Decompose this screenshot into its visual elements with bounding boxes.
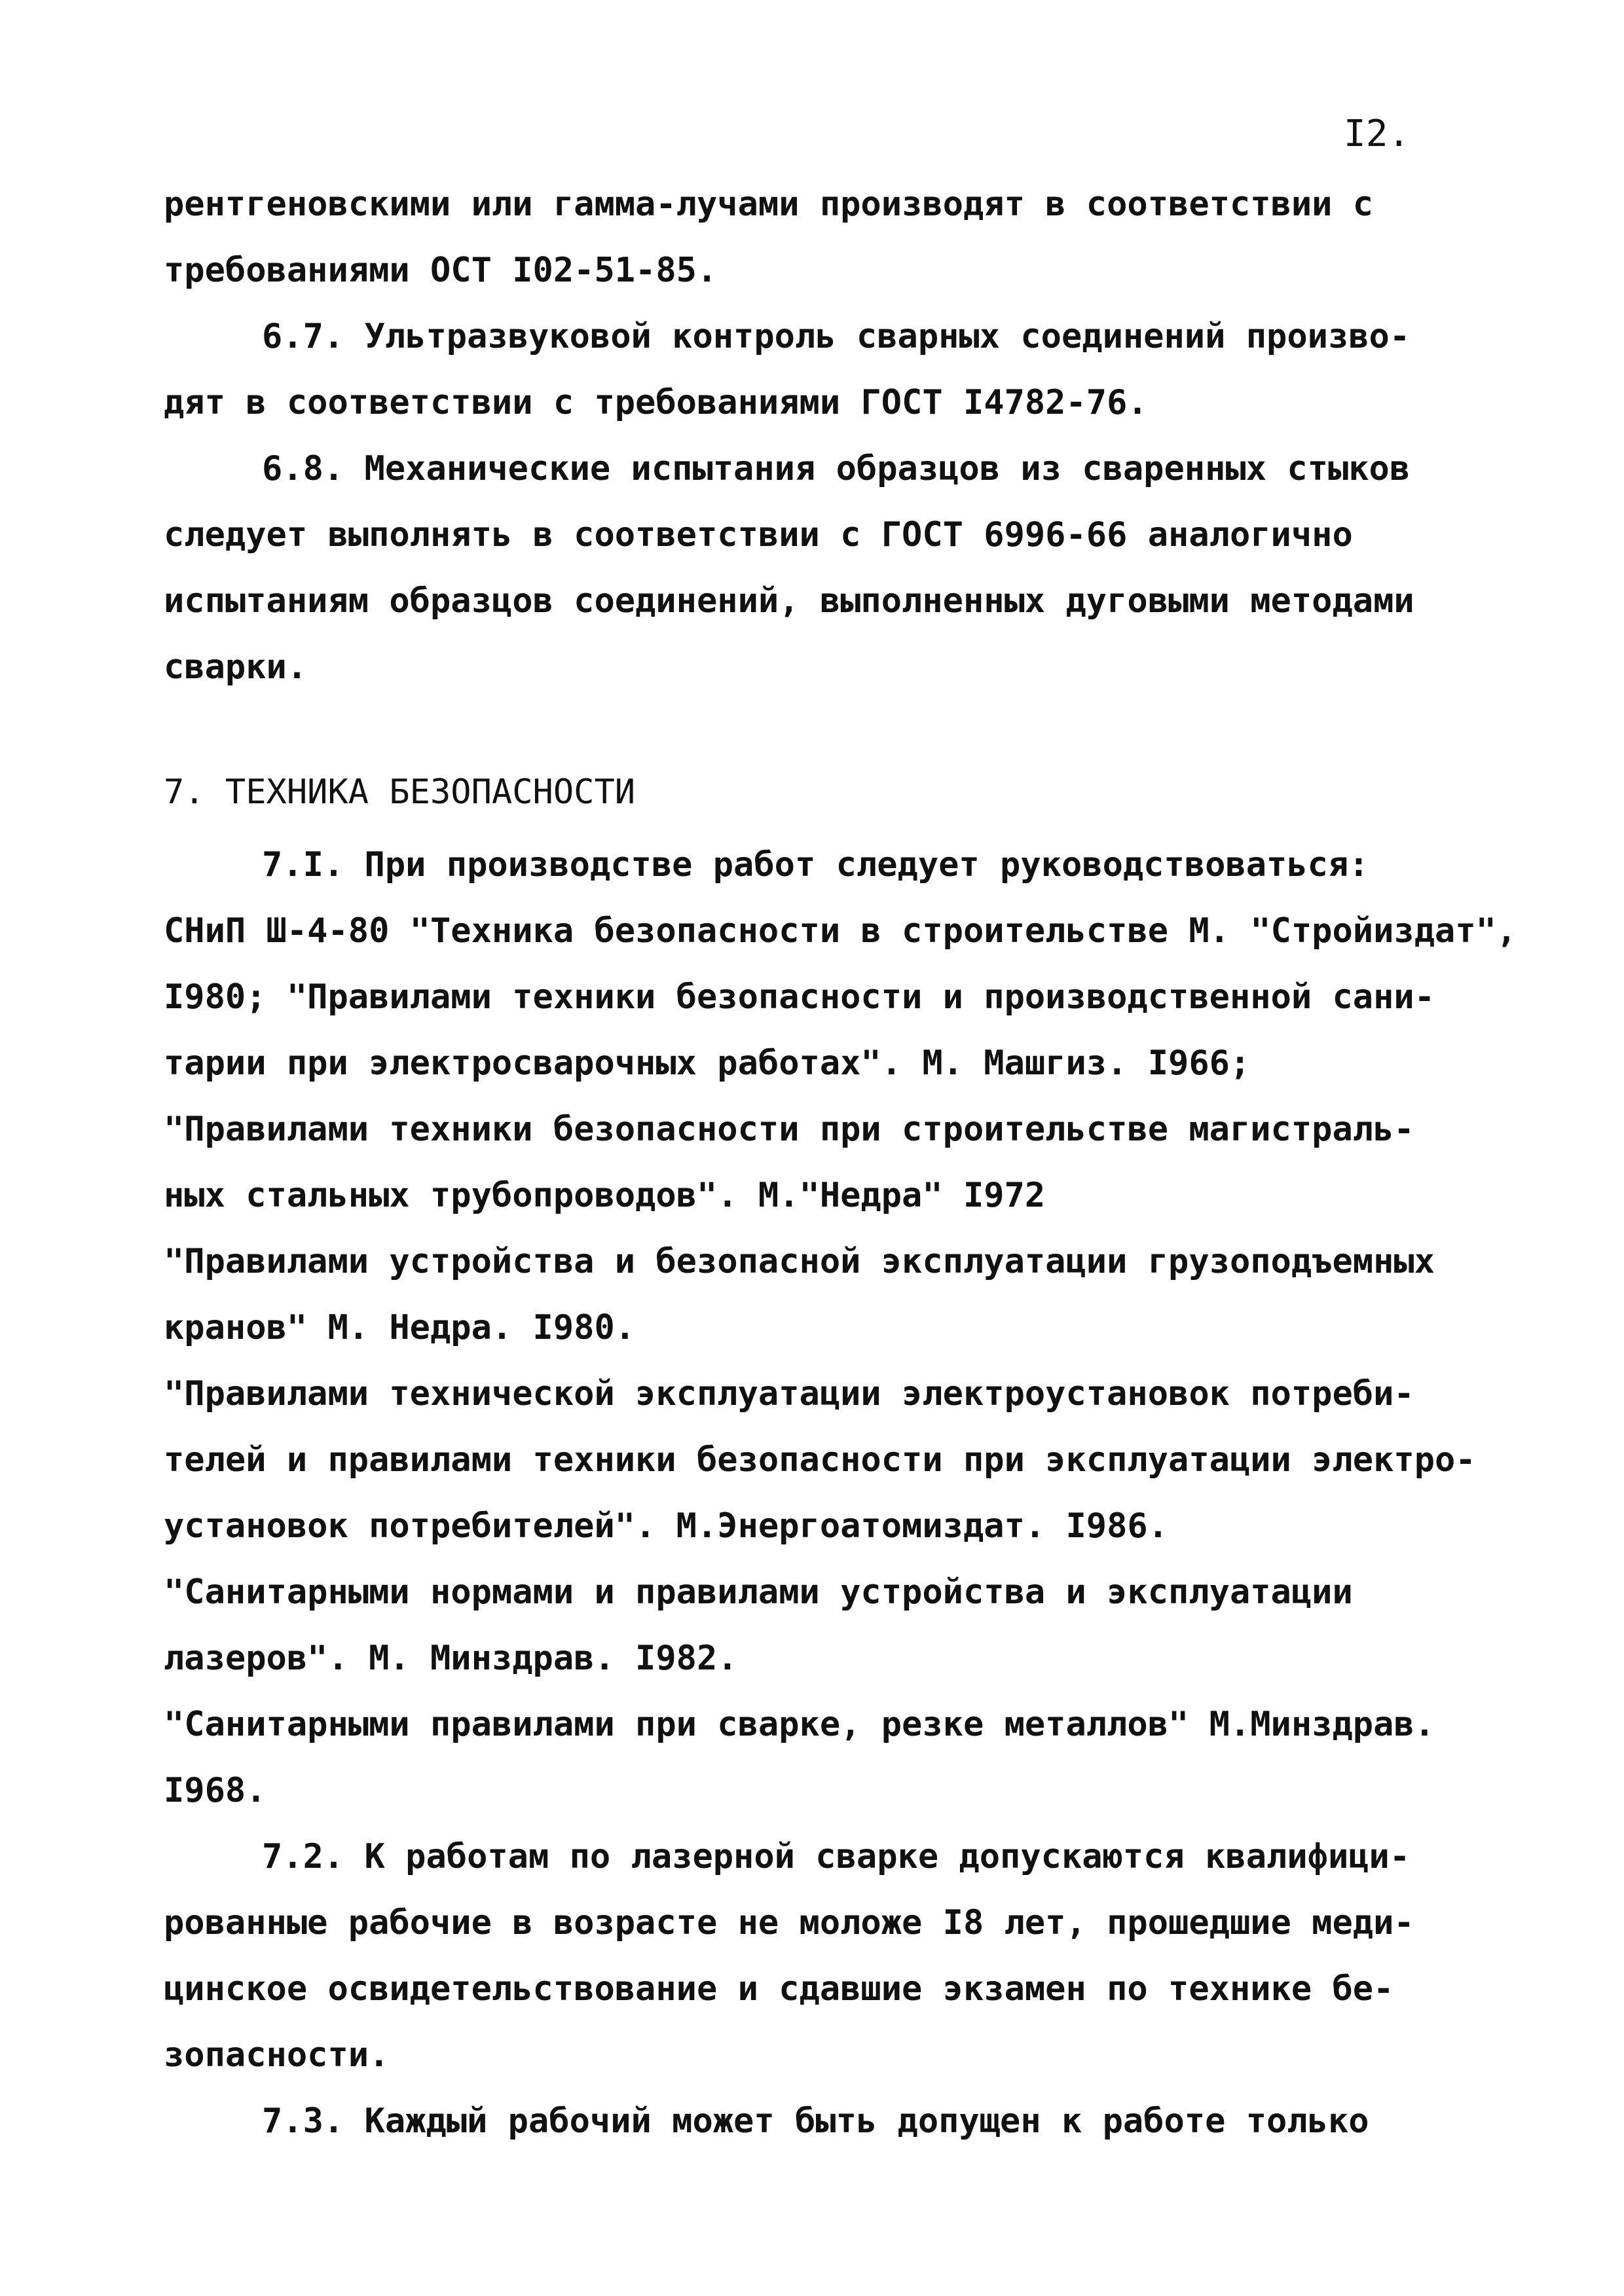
text-line: I980; "Правилами техники безопасности и производственной сани-: [164, 977, 1435, 1017]
document-body: [164, 172, 1532, 2155]
text-line: цинское освидетельствование и сдавшие экзамен по технике бе-: [164, 1969, 1394, 2009]
text-line: зопасности.: [164, 2035, 390, 2075]
text-line: "Санитарными правилами при сварке, резке металлов" М.Минздрав.: [164, 1705, 1435, 1744]
text-line: телей и правилами техники безопасности при эксплуатации электро-: [164, 1440, 1476, 1480]
text-line: установок потребителей". М.Энергоатомиздат. I986.: [164, 1506, 1169, 1546]
paragraph-6-8: 6.8. Механические испытания образцов из сваренных стыков: [262, 449, 1411, 488]
paragraph-7-3: 7.3. Каждый рабочий может быть допущен к работе только: [262, 2102, 1369, 2141]
text-line: СНиП Ш-4-80 "Техника безопасности в строительстве М. "Стройиздат",: [164, 911, 1517, 951]
text-line: кранов" М. Недра. I980.: [164, 1308, 636, 1347]
paragraph-6-7: 6.7. Ультразвуковой контроль сварных соединений произво-: [262, 317, 1411, 356]
text-line: испытаниям образцов соединений, выполненных дуговыми методами: [164, 581, 1414, 621]
text-line: "Правилами устройства и безопасной эксплуатации грузоподъемных: [164, 1242, 1435, 1281]
text-line: требованиями ОСТ I02-51-85.: [164, 251, 718, 290]
text-line: ных стальных трубопроводов". М."Недра" I972: [164, 1176, 1046, 1215]
text-line: I968.: [164, 1771, 267, 1810]
text-line: "Правилами технической эксплуатации электроустановок потреби-: [164, 1374, 1414, 1413]
text-line: следует выполнять в соответствии с ГОСТ 6996-66 аналогично: [164, 515, 1353, 555]
text-line: тарии при электросварочных работах". М. Машгиз. I966;: [164, 1044, 1251, 1083]
page-number: I2.: [1344, 113, 1411, 155]
text-line: сварки.: [164, 647, 308, 687]
paragraph-7-1: 7.I. При производстве работ следует руководствоваться:: [262, 845, 1369, 884]
section-gap: [164, 826, 1532, 832]
text-line: "Санитарными нормами и правилами устройства и эксплуатации: [164, 1573, 1353, 1612]
text-line: рованные рабочие в возрасте не моложе I8 лет, прошедшие меди-: [164, 1903, 1414, 1942]
text-line: "Правилами техники безопасности при строительстве магистраль-: [164, 1110, 1414, 1149]
text-line: рентгеновскими или гамма-лучами производят в соответствии с: [164, 185, 1374, 224]
text-line: дят в соответствии с требованиями ГОСТ I4782-76.: [164, 383, 1148, 422]
paragraph-7-2: 7.2. К работам по лазерной сварке допускаются квалифици-: [262, 1837, 1411, 1876]
section-heading: 7. ТЕХНИКА БЕЗОПАСНОСТИ: [164, 773, 636, 812]
text-line: лазеров". М. Минздрав. I982.: [164, 1639, 738, 1678]
